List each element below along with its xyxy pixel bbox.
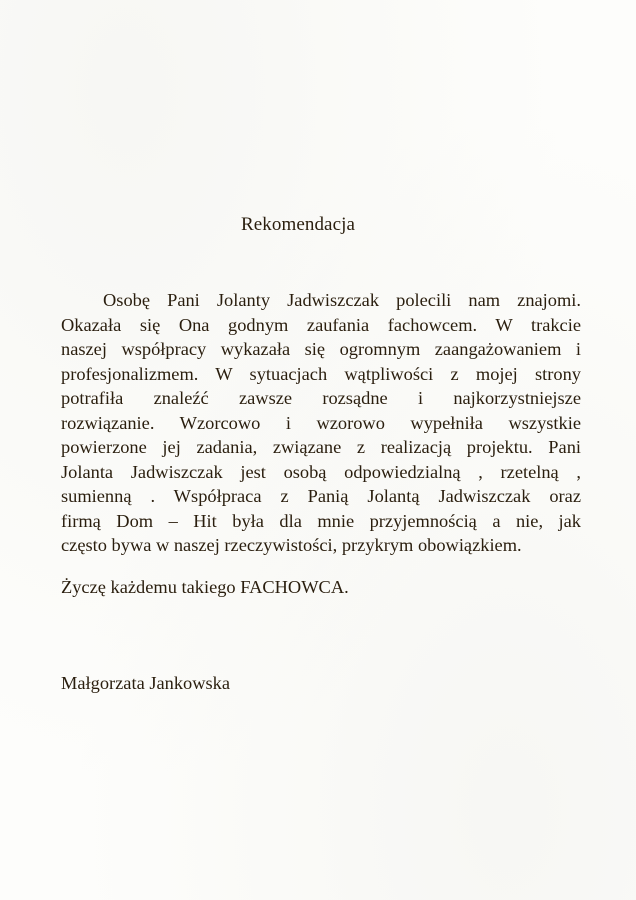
signature: Małgorzata Jankowska [61,673,231,693]
closing-wish: Życzę każdemu takiego FACHOWCA. [61,577,349,597]
recommendation-body [61,288,581,558]
body-line: często bywa w naszej rzeczywistości, przykrym obowiązkiem. [61,535,522,555]
body-line: powierzone jej zadania, związane z realizacją projektu. Pani [61,437,581,457]
body-line: Okazała się Ona godnym zaufania fachowcem. W trakcie [61,314,581,335]
body-line: potrafiła znaleźć zawsze rozsądne i najkorzystniejsze [61,388,581,408]
body-line: Jolanta Jadwiszczak jest osobą odpowiedzialną , rzetelną , [61,461,581,482]
body-line: firmą Dom – Hit była dla mnie przyjemnością a nie, jak [61,510,581,531]
body-line: rozwiązanie. Wzorcowo i wzorowo wypełniła wszystkie [61,412,581,433]
body-line: profesjonalizmem. W sytuacjach wątpliwości z mojej strony [61,363,581,384]
body-line: naszej współpracy wykazała się ogromnym zaangażowaniem i [61,339,581,359]
document-title: Rekomendacja [240,214,356,235]
body-line: sumienną . Współpraca z Panią Jolantą Jadwiszczak oraz [61,486,581,506]
body-line: Osobę Pani Jolanty Jadwiszczak polecili nam znajomi. [103,290,581,310]
